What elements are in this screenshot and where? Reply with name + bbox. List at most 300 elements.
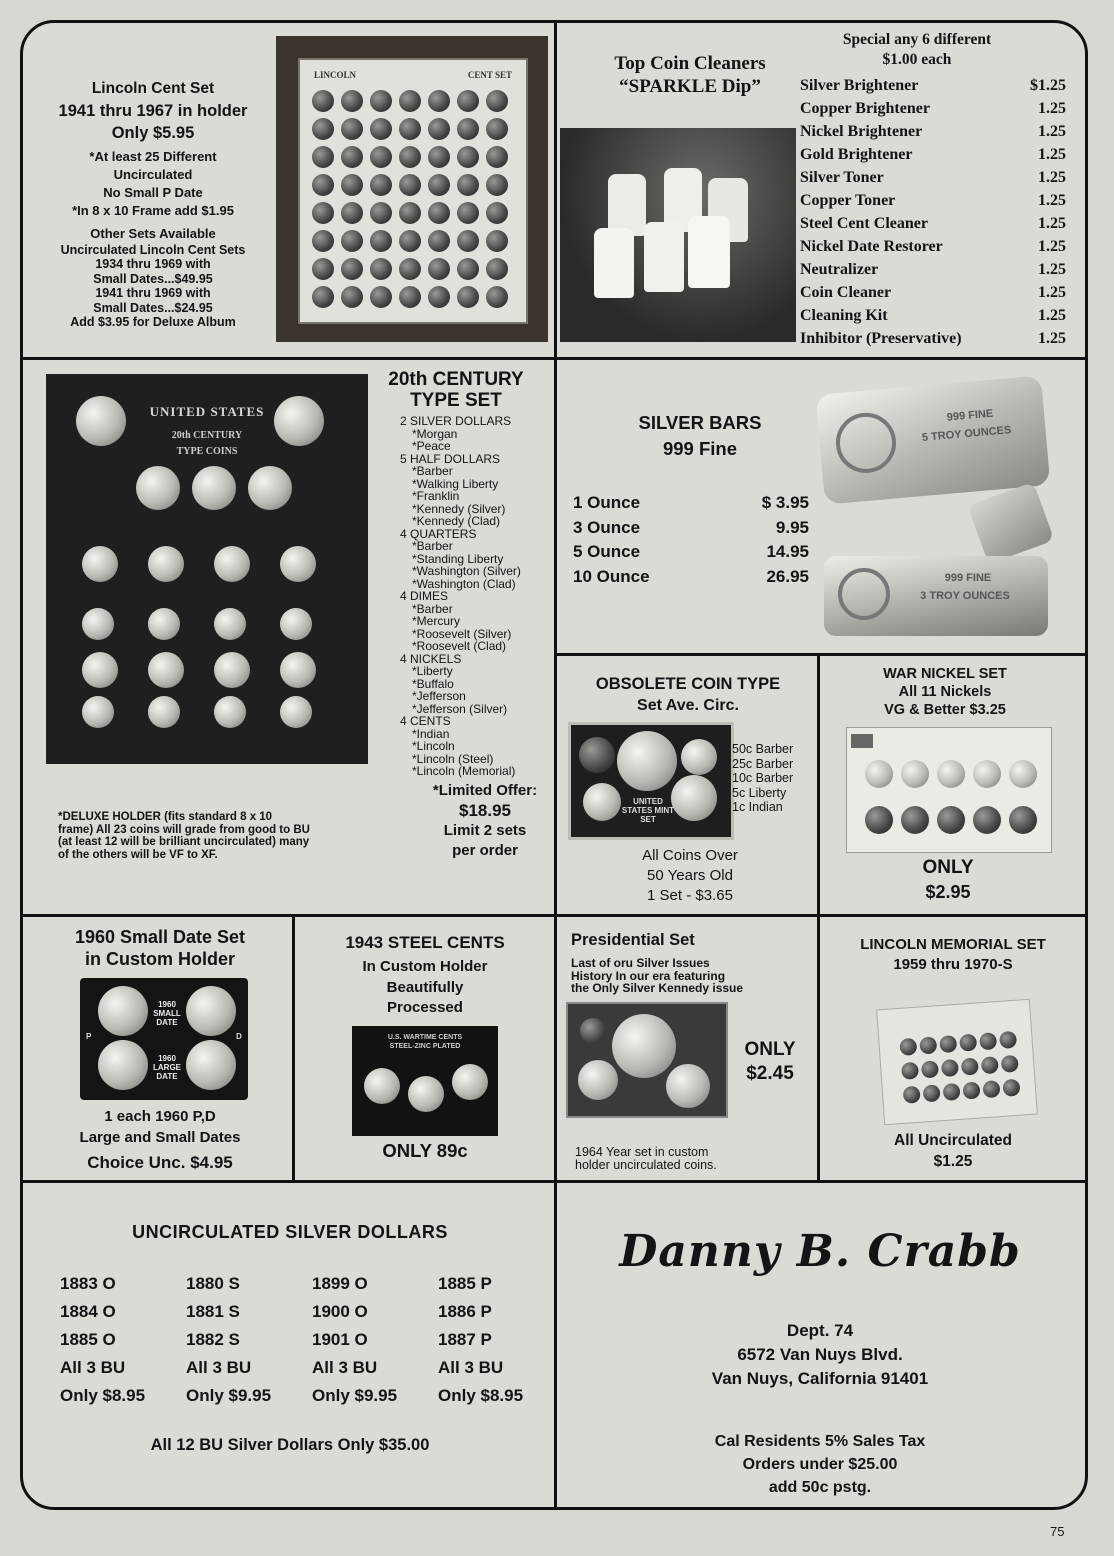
cleaners-price-list — [800, 74, 1066, 350]
coin — [312, 286, 334, 308]
dealer-tax-line: Orders under $25.00 — [742, 1456, 898, 1473]
small-date-title-line: 1960 Small Date Set — [74, 927, 246, 947]
bar-stamp: 999 FINE — [944, 572, 992, 584]
coin — [312, 118, 334, 140]
coin — [428, 90, 450, 112]
lincoln-other-title: Other Sets Available — [90, 226, 216, 241]
bar-stamp: 3 TROY OUNCES — [920, 590, 1010, 602]
coin — [486, 202, 508, 224]
bar-logo-icon — [838, 568, 890, 620]
cleaner-item — [800, 327, 1066, 350]
steel-cents-title — [296, 932, 554, 953]
bottle — [644, 222, 684, 292]
cleaner-item — [800, 143, 1066, 166]
presidential-desc-line: the Only Silver Kennedy issue — [571, 981, 744, 995]
divider — [817, 656, 820, 1180]
war-nickel-title — [822, 665, 1068, 719]
coin — [148, 696, 180, 728]
coin — [370, 174, 392, 196]
coin — [939, 1035, 957, 1053]
divider — [292, 917, 295, 1180]
coin — [341, 230, 363, 252]
obsolete-coin: 1c Indian — [732, 800, 783, 814]
deluxe-line: of the others will be VF to XF. — [58, 848, 218, 861]
type-coin-item: *Peace — [412, 439, 451, 453]
type-coin-item: *Lincoln — [412, 739, 455, 753]
type-price: $18.95 — [459, 801, 511, 820]
coin — [982, 1080, 1000, 1098]
coin — [941, 1059, 959, 1077]
war-nickel-amount: $2.95 — [925, 882, 971, 902]
dollar-item: Only $8.95 — [60, 1386, 146, 1405]
coin — [186, 986, 236, 1036]
obsolete-note-line: 50 Years Old — [647, 867, 733, 884]
dollar-item: 1881 S — [186, 1302, 240, 1321]
dealer-street: 6572 Van Nuys Blvd. — [737, 1345, 903, 1364]
coin — [98, 1040, 148, 1090]
coin — [666, 1064, 710, 1108]
cleaner-price: 1.25 — [1038, 261, 1066, 278]
silver-bars-price-list — [573, 491, 809, 589]
coin — [214, 652, 250, 688]
coin — [148, 652, 184, 688]
coin — [579, 737, 615, 773]
type-coin-item: *Roosevelt (Silver) — [412, 626, 512, 641]
coin — [681, 739, 717, 775]
lincoln-title: Lincoln Cent Set — [91, 80, 215, 97]
small-date-note-line: Large and Small Dates — [79, 1129, 241, 1146]
coin — [399, 174, 421, 196]
coin — [341, 202, 363, 224]
steel-cents-photo — [352, 1026, 498, 1136]
lincoln-set-photo — [276, 36, 548, 342]
coin — [899, 1038, 917, 1056]
dollar-item: All 3 BU — [60, 1358, 126, 1377]
presidential-note-line: 1964 Year set in custom — [575, 1145, 709, 1159]
bar-stamp: 999 FINE — [946, 407, 994, 424]
type-coin-item: *Standing Liberty — [412, 551, 504, 566]
type-category: 4 CENTS — [400, 714, 451, 728]
obsolete-coin-list — [732, 742, 816, 815]
coin — [979, 1032, 997, 1050]
deluxe-line: frame) All 23 coins will grade from good to BU — [58, 823, 310, 836]
dollar-item: All 3 BU — [312, 1358, 378, 1377]
lincoln-note: *At least 25 Different — [89, 149, 217, 164]
dollar-item: 1885 O — [60, 1330, 116, 1349]
type-title-line: TYPE SET — [410, 390, 502, 411]
lincoln-note: Uncirculated — [113, 167, 193, 182]
coin — [1001, 1055, 1019, 1073]
bar-qty: 1 Ounce — [573, 493, 641, 512]
lincoln-board-label: CENT SET — [467, 70, 512, 80]
type-limit: per order — [452, 842, 518, 859]
cleaner-price: 1.25 — [1038, 169, 1066, 186]
mint-mark: D — [236, 1032, 242, 1041]
mint-mark: P — [86, 1032, 92, 1041]
type-coin-item: *Morgan — [412, 426, 458, 441]
bar-stamp: 5 TROY OUNCES — [921, 424, 1012, 444]
type-set-photo — [46, 374, 368, 764]
bottle — [608, 174, 646, 236]
type-coin-item: *Walking Liberty — [412, 476, 499, 491]
coin — [341, 146, 363, 168]
coin — [903, 1086, 921, 1104]
coin — [486, 90, 508, 112]
steel-sub-line: Beautifully — [386, 978, 464, 996]
presidential-photo — [566, 1002, 728, 1118]
silver-bars-title-line: 999 Fine — [662, 438, 738, 459]
lincoln-other-line: Small Dates...$49.95 — [93, 271, 213, 286]
cleaner-item — [800, 189, 1066, 212]
bar-qty: 10 Ounce — [573, 566, 650, 586]
memorial-note — [822, 1130, 1084, 1172]
cleaner-price: 1.25 — [1038, 146, 1066, 163]
dealer-address — [560, 1319, 1080, 1391]
small-date-note — [30, 1106, 290, 1173]
bar-qty: 3 Ounce — [573, 517, 641, 537]
obsolete-title-line: OBSOLETE COIN TYPE — [595, 675, 781, 693]
obsolete-title-line: Set Ave. Circ. — [637, 697, 739, 714]
page-number: 75 — [1050, 1524, 1065, 1539]
lincoln-other-sets — [30, 227, 276, 330]
coin — [580, 1018, 606, 1044]
cleaner-name: Silver Brightener — [800, 77, 919, 94]
dollar-item: 1882 S — [186, 1330, 240, 1349]
small-date-note-line: 1 each 1960 P,D — [104, 1108, 216, 1125]
lincoln-board-label: LINCOLN — [314, 70, 357, 80]
coin — [399, 90, 421, 112]
coin — [148, 608, 180, 640]
lincoln-note: *In 8 x 10 Frame add $1.95 — [72, 203, 234, 218]
war-nickel-price — [846, 856, 1050, 904]
sparkle-dip-photo — [560, 128, 796, 342]
war-nickel-title-line: WAR NICKEL SET — [883, 666, 1007, 682]
bar-price: 9.95 — [775, 517, 809, 537]
cleaner-item — [800, 281, 1066, 304]
coin — [457, 118, 479, 140]
coin — [865, 806, 893, 834]
dollar-item: All 3 BU — [438, 1358, 504, 1377]
coin — [486, 118, 508, 140]
type-coin-item: *Washington (Silver) — [412, 564, 521, 578]
lincoln-other-line: 1941 thru 1969 with — [95, 286, 211, 300]
lincoln-cent-ad — [30, 78, 276, 144]
bar-logo-icon — [833, 410, 898, 475]
cleaner-item — [800, 74, 1066, 97]
silver-bars-title — [580, 410, 820, 462]
coin — [457, 202, 479, 224]
bottle — [594, 228, 634, 298]
memorial-title — [822, 935, 1084, 975]
type-set-offer — [420, 781, 550, 861]
dollar-item: 1886 P — [438, 1302, 492, 1321]
type-category: 4 NICKELS — [400, 651, 462, 666]
steel-photo-label: STEEL-ZINC PLATED — [389, 1043, 461, 1050]
cleaner-price: 1.25 — [1038, 215, 1066, 232]
coin — [341, 258, 363, 280]
cleaner-item — [800, 235, 1066, 258]
lincoln-frame-board — [298, 58, 528, 324]
coin — [486, 174, 508, 196]
coin — [312, 202, 334, 224]
memorial-photo — [876, 999, 1038, 1125]
divider — [557, 653, 1085, 656]
silver-dollars-grid — [60, 1270, 540, 1420]
coin — [486, 146, 508, 168]
dollar-column — [312, 1270, 432, 1410]
cleaner-name: Nickel Brightener — [800, 123, 923, 140]
presidential-only: ONLY — [744, 1039, 796, 1060]
cleaner-price: 1.25 — [1038, 123, 1066, 140]
type-photo-line: UNITED STATES — [149, 404, 265, 419]
memorial-title-line: LINCOLN MEMORIAL SET — [860, 936, 1046, 953]
type-coin-item: *Barber — [412, 601, 453, 616]
lincoln-other-line: Uncirculated Lincoln Cent Sets — [60, 242, 246, 257]
obsolete-note-line: 1 Set - $3.65 — [647, 887, 733, 904]
coin — [486, 230, 508, 252]
obsolete-note-line: All Coins Over — [642, 847, 738, 864]
coin — [457, 230, 479, 252]
coin — [214, 696, 246, 728]
type-coin-item: *Washington (Clad) — [412, 576, 516, 591]
dollar-item: All 3 BU — [186, 1358, 252, 1377]
flag-icon — [851, 734, 873, 748]
war-nickel-photo — [846, 727, 1052, 853]
coin — [280, 546, 316, 582]
bar-item — [573, 516, 809, 541]
type-limit: Limit 2 sets — [443, 822, 527, 839]
cleaner-price: 1.25 — [1038, 100, 1066, 117]
coin — [1002, 1079, 1020, 1097]
bar-qty: 5 Ounce — [573, 542, 641, 561]
dollar-item: Only $8.95 — [438, 1386, 524, 1405]
type-photo-line: TYPE COINS — [176, 446, 238, 457]
coin — [865, 760, 893, 788]
coin — [98, 986, 148, 1036]
dollar-item: 1883 O — [60, 1274, 116, 1293]
coin — [428, 286, 450, 308]
presidential-note — [575, 1146, 801, 1172]
cleaners-special-line: Special any 6 different — [842, 31, 992, 48]
coin — [671, 775, 717, 821]
cleaner-item — [800, 258, 1066, 281]
cleaner-price: 1.25 — [1038, 192, 1066, 209]
coin — [923, 1084, 941, 1102]
coin — [76, 396, 126, 446]
coin — [312, 90, 334, 112]
bar-item — [573, 491, 809, 516]
dealer-city: Van Nuys, California 91401 — [711, 1369, 929, 1388]
dealer-tax-line: add 50c pstg. — [768, 1479, 872, 1496]
type-category: 4 QUARTERS — [400, 526, 477, 541]
coin — [428, 146, 450, 168]
coin — [399, 202, 421, 224]
dollar-item: 1884 O — [60, 1302, 116, 1321]
coin — [370, 286, 392, 308]
coin — [921, 1060, 939, 1078]
type-coin-item: *Lincoln (Steel) — [412, 751, 494, 766]
coin — [973, 806, 1001, 834]
cleaner-item — [800, 97, 1066, 120]
memorial-note-line: All Uncirculated — [894, 1132, 1012, 1149]
deluxe-holder-note — [58, 811, 408, 861]
dollar-item: Only $9.95 — [186, 1386, 272, 1405]
coin — [370, 202, 392, 224]
coin — [192, 466, 236, 510]
steel-title-line: 1943 STEEL CENTS — [345, 933, 505, 952]
silver-dollars-title: UNCIRCULATED SILVER DOLLARS — [132, 1222, 448, 1242]
type-coin-item: *Franklin — [412, 489, 460, 503]
coin — [901, 1062, 919, 1080]
cleaner-item — [800, 212, 1066, 235]
coin — [370, 118, 392, 140]
presidential-title: Presidential Set — [571, 931, 695, 949]
dealer-dept: Dept. 74 — [786, 1321, 854, 1340]
coin — [370, 146, 392, 168]
small-date-price: Choice Unc. $4.95 — [87, 1153, 233, 1172]
coin — [148, 546, 184, 582]
coin — [82, 546, 118, 582]
type-coin-item: *Buffalo — [412, 676, 454, 691]
cleaner-item — [800, 166, 1066, 189]
lincoln-other-line: Add $3.95 for Deluxe Album — [70, 315, 236, 329]
cleaner-name: Steel Cent Cleaner — [800, 215, 928, 232]
presidential-desc-line: History In our era featuring — [571, 968, 726, 983]
coin — [280, 608, 312, 640]
type-category: 4 DIMES — [400, 589, 449, 603]
type-coin-item: *Kennedy (Clad) — [412, 514, 501, 528]
cleaner-name: Cleaning Kit — [800, 307, 888, 324]
bar-price: $ 3.95 — [761, 493, 809, 512]
coin — [457, 174, 479, 196]
cleaner-name: Neutralizer — [800, 261, 879, 278]
dealer-signature: Danny B. Crabb — [619, 1226, 1021, 1277]
coin — [214, 546, 250, 582]
silver-bar-5oz — [816, 375, 1051, 504]
lincoln-note: No Small P Date — [103, 185, 203, 200]
small-date-title-line: in Custom Holder — [84, 949, 235, 969]
silver-bars-title-line: SILVER BARS — [638, 412, 762, 433]
memorial-note-line: $1.25 — [933, 1153, 973, 1170]
bar-price: 26.95 — [766, 566, 809, 586]
coin — [457, 258, 479, 280]
dollar-item: 1887 P — [438, 1330, 492, 1349]
type-category: 2 SILVER DOLLARS — [400, 414, 512, 428]
presidential-desc — [571, 957, 797, 995]
coin — [457, 146, 479, 168]
steel-cents-sub — [296, 957, 554, 1019]
small-date-title — [30, 926, 290, 970]
silver-bar-3oz — [824, 556, 1048, 636]
coin — [370, 230, 392, 252]
small-date-photo — [80, 978, 248, 1100]
war-nickel-title-line: All 11 Nickels — [898, 684, 992, 700]
presidential-desc-line: Last of oru Silver Issues — [571, 956, 710, 970]
coin — [312, 258, 334, 280]
coin — [457, 286, 479, 308]
coin — [937, 760, 965, 788]
type-coin-item: *Lincoln (Memorial) — [412, 764, 516, 778]
war-nickel-title-line: VG & Better $3.25 — [884, 702, 1006, 718]
coin — [962, 1081, 980, 1099]
cleaner-name: Inhibitor (Preservative) — [800, 330, 962, 347]
dollar-item: 1901 O — [312, 1330, 368, 1349]
coin — [428, 174, 450, 196]
coin — [901, 806, 929, 834]
dollar-column — [186, 1270, 306, 1410]
coin — [312, 174, 334, 196]
lincoln-price: Only $5.95 — [111, 124, 195, 142]
coin — [312, 146, 334, 168]
coin — [274, 396, 324, 446]
coin — [457, 90, 479, 112]
cleaner-name: Nickel Date Restorer — [800, 238, 943, 255]
coin — [370, 90, 392, 112]
coin — [136, 466, 180, 510]
coin — [364, 1068, 400, 1104]
steel-sub-line: In Custom Holder — [362, 958, 488, 975]
coin — [583, 783, 621, 821]
obsolete-coin: 10c Barber — [732, 771, 794, 785]
cleaner-price: $1.25 — [1030, 77, 1066, 94]
cleaner-item — [800, 120, 1066, 143]
coin — [399, 258, 421, 280]
type-coin-item: *Roosevelt (Clad) — [412, 639, 507, 653]
coin — [943, 1083, 961, 1101]
coin — [214, 608, 246, 640]
lincoln-years: 1941 thru 1967 in holder — [58, 102, 248, 120]
lincoln-notes — [30, 148, 276, 220]
coin — [452, 1064, 488, 1100]
memorial-title-line: 1959 thru 1970-S — [893, 956, 1013, 973]
divider — [23, 1180, 1085, 1183]
dollar-item: 1899 O — [312, 1274, 368, 1293]
coin — [399, 286, 421, 308]
dealer-tax — [560, 1430, 1080, 1499]
cleaner-item — [800, 304, 1066, 327]
cleaners-title-line: “SPARKLE Dip” — [619, 76, 761, 97]
coin — [186, 1040, 236, 1090]
type-coin-item: *Indian — [412, 726, 450, 741]
coin — [399, 118, 421, 140]
coin — [399, 230, 421, 252]
bottle — [688, 216, 730, 288]
coin — [617, 731, 677, 791]
dollar-item: Only $9.95 — [312, 1386, 398, 1405]
divider — [23, 914, 1085, 917]
obsolete-photo-label: UNITED STATES MINT SET — [621, 797, 675, 824]
bar-price: 14.95 — [766, 542, 809, 561]
small-date-photo-label: 1960 LARGE DATE — [153, 1054, 181, 1081]
cleaner-price: 1.25 — [1038, 284, 1066, 301]
cleaner-name: Silver Toner — [800, 169, 884, 186]
cleaner-name: Gold Brightener — [800, 146, 913, 163]
cleaners-title — [580, 52, 800, 98]
type-set-title — [368, 369, 544, 411]
coin — [312, 230, 334, 252]
coin — [428, 202, 450, 224]
cleaners-special-line: $1.00 each — [882, 50, 952, 68]
coin — [428, 230, 450, 252]
dollar-column — [438, 1270, 558, 1410]
cleaner-price: 1.25 — [1038, 307, 1066, 324]
coin — [578, 1060, 618, 1100]
war-nickel-only: ONLY — [922, 857, 974, 878]
obsolete-coin: 50c Barber — [732, 742, 794, 756]
type-coin-item: *Mercury — [412, 614, 461, 628]
coin — [82, 608, 114, 640]
obsolete-coin: 5c Liberty — [732, 785, 787, 800]
